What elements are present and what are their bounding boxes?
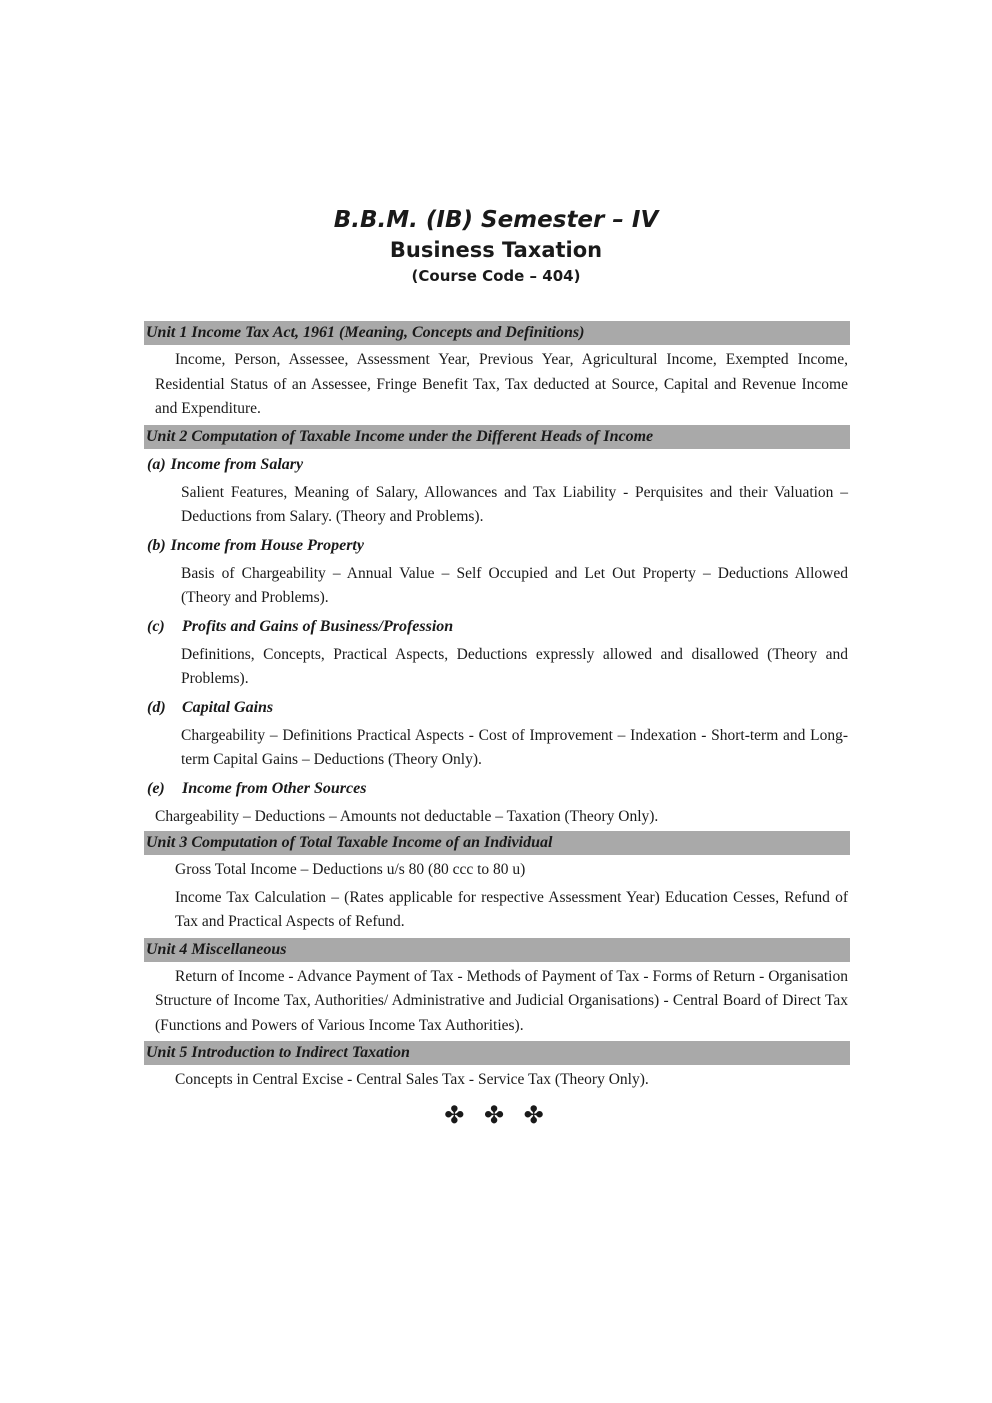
subsection-d-label: (d) <box>147 698 166 716</box>
unit-5-heading: Unit 5 Introduction to Indirect Taxation <box>144 1041 850 1065</box>
subsection-a-label: (a) <box>147 455 166 473</box>
subsection-e-text: Chargeability – Deductions – Amounts not deductable – Taxation (Theory Only). <box>155 807 659 825</box>
subsection-c-title: Profits and Gains of Business/Profession <box>182 617 454 635</box>
unit-2-heading: Unit 2 Computation of Taxable Income under the Different Heads of Income <box>144 425 850 449</box>
unit-5-text: Concepts in Central Excise - Central Sales Tax - Service Tax (Theory Only). <box>175 1071 649 1088</box>
subsection-d-title: Capital Gains <box>182 698 274 716</box>
end-ornament: ✤ ✤ ✤ <box>444 1100 550 1129</box>
unit-4-heading: Unit 4 Miscellaneous <box>144 938 850 962</box>
subsection-b-title: Income from House Property <box>170 536 364 554</box>
unit-3-heading: Unit 3 Computation of Total Taxable Income of an Individual <box>144 831 850 855</box>
subsection-b-heading <box>144 534 850 558</box>
subsection-a-text: Salient Features, Meaning of Salary, Allowances and Tax Liability - Perquisites and their Valuation – Deductions from Salary. (Theory and Problems). <box>181 483 848 525</box>
unit-3-text-1: Gross Total Income – Deductions u/s 80 (80 ccc to 80 u) <box>175 861 526 878</box>
subsection-a-title: Income from Salary <box>170 455 304 473</box>
subsection-a-heading <box>144 453 850 477</box>
subsection-b-label: (b) <box>147 536 166 554</box>
title-block <box>0 204 992 288</box>
subsection-e-heading <box>144 777 850 801</box>
unit-1-text: Income, Person, Assessee, Assessment Year, Previous Year, Agricultural Income, Exempted Income, Residential Status of an Assessee, Fringe Benefit Tax, Tax deducted at Source, Capital and Revenue Income and Expenditure. <box>155 351 848 417</box>
course-code: (Course Code – 404) <box>411 267 581 285</box>
unit-1-heading: Unit 1 Income Tax Act, 1961 (Meaning, Concepts and Definitions) <box>144 321 850 345</box>
subsection-e-title: Income from Other Sources <box>182 779 367 797</box>
subsection-e-label: (e) <box>147 779 165 797</box>
subsection-d-heading <box>144 696 850 720</box>
unit-3-text-2: Income Tax Calculation – (Rates applicable for respective Assessment Year) Education Cesses, Refund of Tax and Practical Aspects of Refund. <box>175 888 848 930</box>
syllabus-content <box>144 321 850 1131</box>
subsection-c-heading <box>144 615 850 639</box>
program-title: B.B.M. (IB) Semester – IV <box>333 207 659 233</box>
subsection-c-text: Definitions, Concepts, Practical Aspects, Deductions expressly allowed and disallowed (Theory and Problems). <box>181 645 848 687</box>
course-title: Business Taxation <box>389 238 603 262</box>
unit-4-text: Return of Income - Advance Payment of Tax - Methods of Payment of Tax - Forms of Return - Organisation Structure of Income Tax, Authorities/ Administrative and Judicial Organisations) - Central Board of Direct Tax (Functions and Powers of Various Income Tax Authorities). <box>155 967 848 1034</box>
subsection-c-label: (c) <box>147 617 165 635</box>
subsection-b-text: Basis of Chargeability – Annual Value – Self Occupied and Let Out Property – Deductions Allowed (Theory and Problems). <box>181 564 848 606</box>
subsection-d-text: Chargeability – Definitions Practical Aspects - Cost of Improvement – Indexation - Short-term and Long-term Capital Gains – Deductions (Theory Only). <box>181 726 848 768</box>
